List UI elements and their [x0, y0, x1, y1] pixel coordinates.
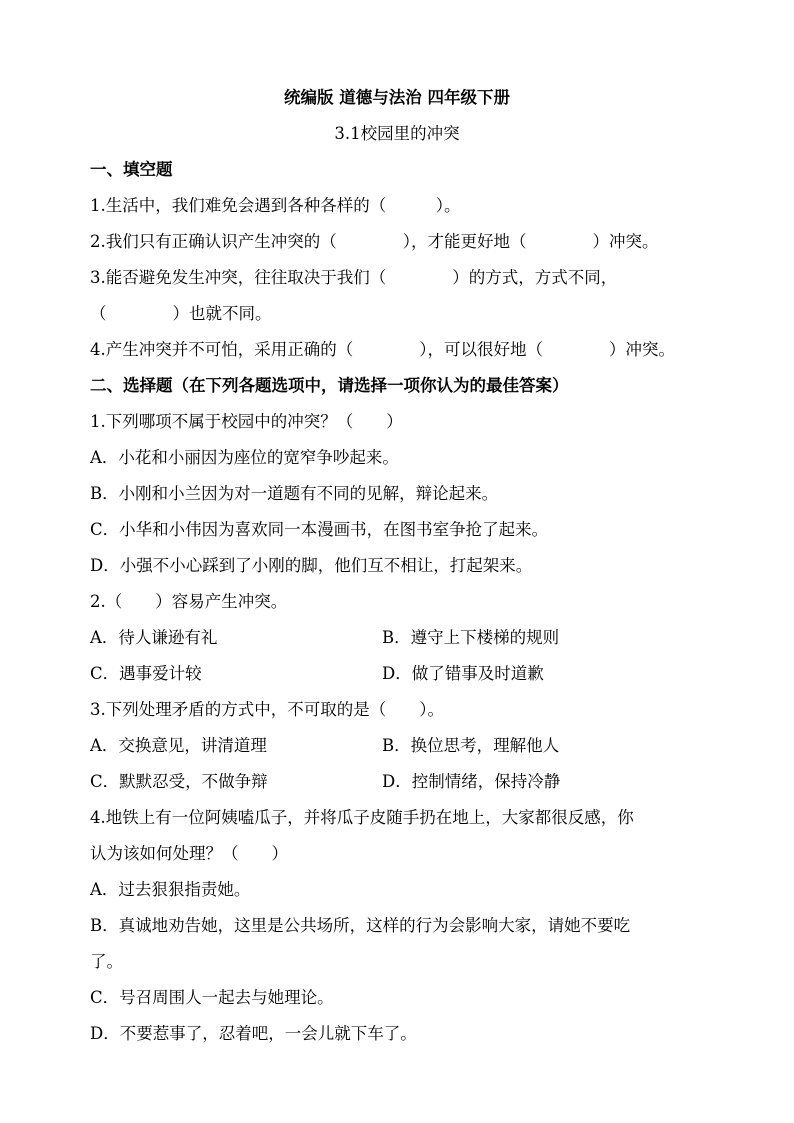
- document-title: 统编版 道德与法治 四年级下册: [284, 88, 510, 107]
- choice-question-1-option-b: B．小刚和小兰因为对一道题有不同的见解，辩论起来。: [90, 484, 499, 503]
- fill-question-1: 1.生活中，我们难免会遇到各种各样的（ ）。: [90, 196, 461, 215]
- choice-question-4-stem-line-1: 4.地铁上有一位阿姨嗑瓜子，并将瓜子皮随手扔在地上，大家都很反感，你: [90, 808, 634, 827]
- choice-question-2-option-a: A．待人谦逊有礼: [90, 628, 218, 647]
- choice-question-1-option-d: D．小强不小心踩到了小刚的脚，他们互不相让，打起架来。: [90, 556, 533, 575]
- choice-question-4-option-b-line-1: B．真诚地劝告她，这里是公共场所，这样的行为会影响大家，请她不要吃: [90, 916, 631, 935]
- fill-question-3-line-1: 3.能否避免发生冲突，往往取决于我们（ ）的方式，方式不同，: [90, 268, 618, 287]
- choice-question-3-option-b: B．换位思考，理解他人: [382, 736, 560, 755]
- choice-question-3-option-d: D．控制情绪，保持冷静: [382, 772, 561, 791]
- fill-question-4: 4.产生冲突并不可怕，采用正确的（ ），可以很好地（ ）冲突。: [90, 340, 675, 359]
- fill-question-2: 2.我们只有正确认识产生冲突的（ ），才能更好地（ ）冲突。: [90, 232, 659, 251]
- fill-question-3-line-2: （ ）也就不同。: [90, 304, 272, 323]
- choice-question-4-option-b-line-2: 了。: [90, 952, 123, 971]
- lesson-title: 3.1校园里的冲突: [334, 124, 460, 143]
- choice-question-2-option-b: B．遵守上下楼梯的规则: [382, 628, 560, 647]
- choice-question-1-stem: 1.下列哪项不属于校园中的冲突？（ ）: [90, 412, 403, 431]
- choice-question-4-stem-line-2: 认为该如何处理？（ ）: [90, 844, 288, 863]
- choice-question-2-stem: 2.（ ）容易产生冲突。: [90, 592, 288, 611]
- choice-question-2-option-c: C．遇事爱计较: [90, 664, 202, 683]
- choice-question-3-option-c: C．默默忍受，不做争辩: [90, 772, 268, 791]
- choice-question-1-option-a: A．小花和小丽因为座位的宽窄争吵起来。: [90, 448, 399, 467]
- choice-question-4-option-c: C．号召周围人一起去与她理论。: [90, 988, 334, 1007]
- choice-question-3-stem: 3.下列处理矛盾的方式中，不可取的是（ ）。: [90, 700, 444, 719]
- section-heading-fill-blank: 一、填空题: [90, 160, 173, 179]
- choice-question-4-option-a: A．过去狠狠指责她。: [90, 880, 251, 899]
- choice-question-2-option-d: D．做了错事及时道歉: [382, 664, 544, 683]
- choice-question-1-option-c: C．小华和小伟因为喜欢同一本漫画书，在图书室争抢了起来。: [90, 520, 549, 539]
- choice-question-3-option-a: A．交换意见，讲清道理: [90, 736, 267, 755]
- choice-question-4-option-d: D．不要惹事了，忍着吧，一会儿就下车了。: [90, 1024, 417, 1043]
- section-heading-multiple-choice: 二、选择题（在下列各题选项中，请选择一项你认为的最佳答案）: [90, 376, 569, 395]
